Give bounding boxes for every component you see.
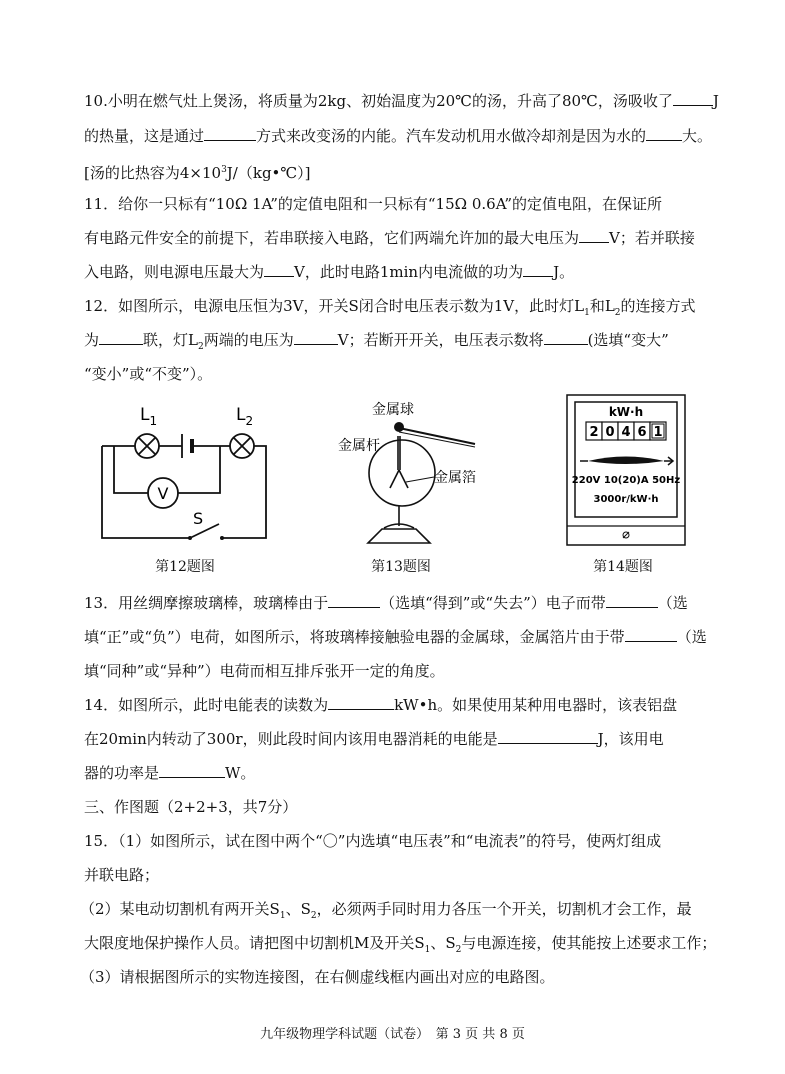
q15-line3 xyxy=(80,898,692,927)
q11-line2 xyxy=(84,227,695,249)
q15-line1 xyxy=(84,830,661,852)
meter-spec-rating: 220V 10(20)A 50Hz xyxy=(571,475,681,486)
meter-spec-constant: 3000r/kW·h xyxy=(593,494,659,505)
answer-blank[interactable] xyxy=(498,729,598,744)
q11-text: 有电路元件安全的前提下，若串联接入电路，它们两端允许加的最大电压为 xyxy=(84,229,580,247)
q10-text: 的热量，这是通过 xyxy=(84,127,205,145)
subscript: 2 xyxy=(614,308,621,318)
q10-text: J/（kg•℃）] xyxy=(226,164,311,182)
fig12-label-s: S xyxy=(193,509,204,528)
q15-text: 、S xyxy=(285,900,311,918)
q12-text: “变小”或“不变”）。 xyxy=(84,365,213,383)
q15-text: 大限度地保护操作人员。请把图中切割机M及开关S xyxy=(84,934,425,952)
q10-text: 10.小明在燃气灶上煲汤，将质量为2kg、初始温度为20℃的汤，升高了80℃，汤吸收了 xyxy=(84,92,673,110)
q12-text: 两端的电压为 xyxy=(203,331,294,349)
q15-text: 、S xyxy=(430,934,456,952)
subscript: 2 xyxy=(197,342,204,352)
fig14-caption: 第14题图 xyxy=(593,559,653,575)
fig12-label-l1: $L_1$ xyxy=(140,405,158,428)
q15-text: 并联电路； xyxy=(84,866,160,884)
q11-text: J。 xyxy=(553,263,575,281)
voltmeter-icon xyxy=(148,478,178,508)
battery-icon xyxy=(182,434,192,458)
answer-blank[interactable] xyxy=(673,91,713,106)
q13-text: （选填“得到”或“失去”）电子而带 xyxy=(380,594,606,612)
answer-blank[interactable] xyxy=(294,330,338,345)
q13-line1 xyxy=(84,592,688,614)
q12-text: (选填“变大” xyxy=(587,331,669,349)
fig13-label-foil: 金属箔 xyxy=(434,470,476,486)
q12-text: V；若断开开关，电压表示数将 xyxy=(337,331,544,349)
answer-blank[interactable] xyxy=(328,695,394,710)
q14-line2 xyxy=(84,728,664,750)
q13-text: （选 xyxy=(657,594,688,612)
voltmeter-label: V xyxy=(157,484,169,503)
q15-text: （2）某电动切割机有两开关S xyxy=(80,900,280,918)
subscript: 2 xyxy=(455,945,462,955)
q13-line2 xyxy=(84,626,707,648)
fig13-electroscope-diagram xyxy=(330,398,490,558)
fig13-label-rod: 金属杆 xyxy=(338,438,380,454)
meter-digit-box xyxy=(586,422,666,440)
subscript: 2 xyxy=(310,911,317,921)
q14-text: W。 xyxy=(225,764,256,782)
answer-blank[interactable] xyxy=(204,126,256,141)
answer-blank[interactable] xyxy=(159,763,225,778)
q12-text: 的连接方式 xyxy=(620,297,696,315)
q12-text: 12．如图所示，电源电压恒为3V，开关S闭合时电压表示数为1V，此时灯L xyxy=(84,297,585,315)
fig14-electric-meter-diagram xyxy=(566,394,686,549)
q13-text: 填“同种”或“异种”）电荷而相互排斥张开一定的角度。 xyxy=(84,662,445,680)
q10-line1 xyxy=(84,90,719,112)
q15-text: （3）请根据图所示的实物连接图，在右侧虚线框内画出对应的电路图。 xyxy=(80,968,555,986)
answer-blank[interactable] xyxy=(579,228,609,243)
q12-text: 联，灯L xyxy=(143,331,198,349)
answer-blank[interactable] xyxy=(606,593,658,608)
q15-text: ，必须两手同时用力各压一个开关，切割机才会工作，最 xyxy=(316,900,692,918)
meter-digit: 0 xyxy=(605,425,615,440)
answer-blank[interactable] xyxy=(264,262,294,277)
q10-text: 大。 xyxy=(682,127,713,145)
fig12-circuit-diagram xyxy=(90,398,280,548)
q12-line2 xyxy=(84,329,669,358)
meter-digit: 6 xyxy=(637,425,647,440)
answer-blank[interactable] xyxy=(523,262,553,277)
q15-line4 xyxy=(84,932,716,961)
q15-text: 15．（1）如图所示，试在图中两个“〇”内选填“电压表”和“电流表”的符号，使两灯组成 xyxy=(84,832,662,850)
q11-text: V，此时电路1min内电流做的功为 xyxy=(294,263,524,281)
section-heading: 三、作图题（2+2+3，共7分） xyxy=(84,798,298,816)
page-footer: 九年级物理学科试题（试卷） 第 3 页 共 8 页 xyxy=(260,1027,525,1042)
q14-text: 在20min内转动了300r，则此段时间内该用电器消耗的电能是 xyxy=(84,730,498,748)
q15-text: 与电源连接，使其能按上述要求工作； xyxy=(461,934,717,952)
fig13-label-ball: 金属球 xyxy=(372,402,414,418)
answer-blank[interactable] xyxy=(625,627,677,642)
q11-line1 xyxy=(84,193,662,215)
q11-text: 入电路，则电源电压最大为 xyxy=(84,263,265,281)
q10-text: [汤的比热容为4×10 xyxy=(84,164,222,182)
q14-text: J，该用电 xyxy=(597,730,664,748)
q14-text: 器的功率是 xyxy=(84,764,160,782)
answer-blank[interactable] xyxy=(99,330,143,345)
q13-text: 13．用丝绸摩擦玻璃棒，玻璃棒由于 xyxy=(84,594,329,612)
superscript: 3 xyxy=(221,165,227,175)
answer-blank[interactable] xyxy=(544,330,588,345)
answer-blank[interactable] xyxy=(328,593,380,608)
q13-text: （选 xyxy=(676,628,707,646)
q12-line3 xyxy=(84,363,212,385)
q12-text: 为 xyxy=(84,331,100,349)
q13-line3 xyxy=(84,660,445,682)
q14-line3 xyxy=(84,762,255,784)
q14-line1 xyxy=(84,694,677,716)
q10-line2 xyxy=(84,125,712,147)
q11-text: 11．给你一只标有“10Ω 1A”的定值电阻和一只标有“15Ω 0.6A”的定值电阻，在保证所 xyxy=(84,195,663,213)
subscript: 1 xyxy=(424,945,431,955)
q10-line3 xyxy=(84,159,311,184)
q14-text: kW•h。如果使用某种用电器时，该表铝盘 xyxy=(394,696,678,714)
lamp-l2-icon xyxy=(230,434,254,458)
meter-disk-icon xyxy=(580,457,673,466)
fig13-caption: 第13题图 xyxy=(371,559,431,575)
q12-line1 xyxy=(84,295,696,324)
q15-line5 xyxy=(80,966,555,988)
metal-ball-icon xyxy=(394,422,404,432)
q10-text: 方式来改变汤的内能。汽车发动机用水做冷却剂是因为水的 xyxy=(256,127,647,145)
q14-text: 14．如图所示，此时电能表的读数为 xyxy=(84,696,329,714)
fig12-label-l2: $L_2$ xyxy=(236,405,254,428)
q15-line2 xyxy=(84,864,159,886)
subscript: 1 xyxy=(279,911,286,921)
q11-line3 xyxy=(84,261,574,283)
switch-icon xyxy=(188,536,192,540)
q11-text: V；若并联接 xyxy=(609,229,695,247)
q12-text: 和L xyxy=(589,297,615,315)
lamp-l1-icon xyxy=(135,434,159,458)
answer-blank[interactable] xyxy=(646,126,682,141)
fig12-caption: 第12题图 xyxy=(155,559,215,575)
q13-text: 填“正”或“负”）电荷，如图所示，将玻璃棒接触验电器的金属球，金属箔片由于带 xyxy=(84,628,625,646)
q10-text: J xyxy=(712,92,719,110)
meter-digit: 1 xyxy=(653,425,663,440)
meter-digit: 2 xyxy=(589,425,599,440)
meter-unit-label: kW·h xyxy=(608,405,644,419)
subscript: 1 xyxy=(584,308,590,318)
meter-digit: 4 xyxy=(621,425,631,440)
